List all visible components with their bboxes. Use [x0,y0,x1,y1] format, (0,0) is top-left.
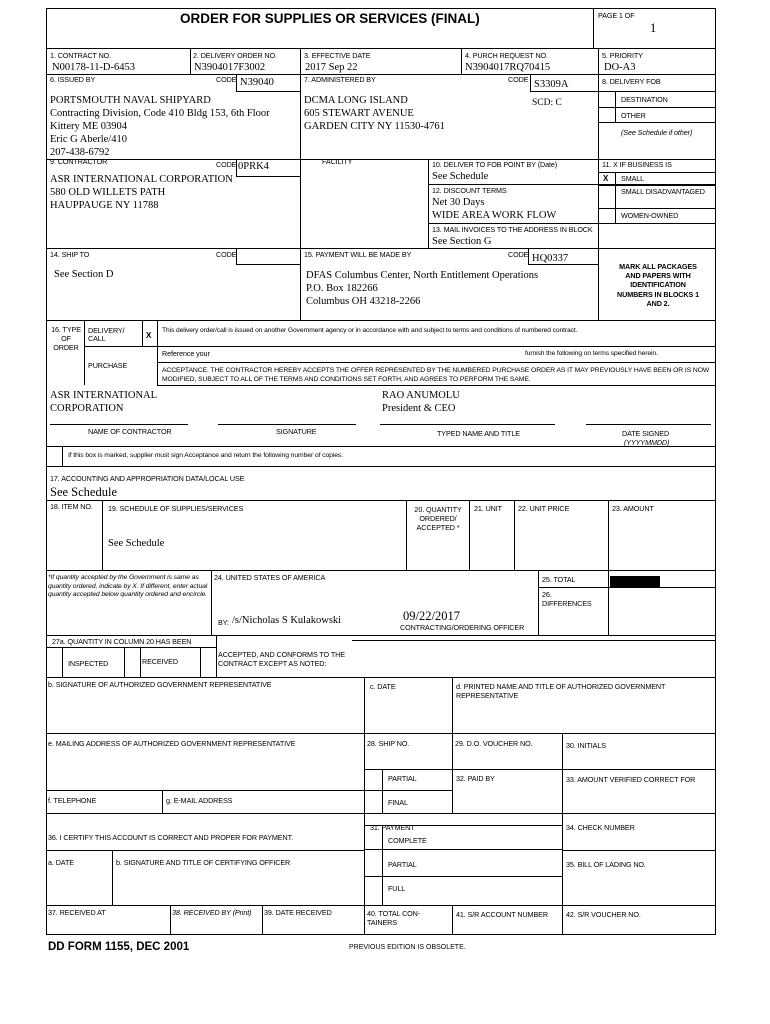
priority-label: 5. PRIORITY [602,51,643,60]
fob-schedule-note: (See Schedule if other) [621,128,693,137]
contractor-code-label: CODE [216,160,237,169]
business-women: WOMEN-OWNED [621,211,679,220]
divider [46,466,715,467]
page-number: 1 [650,21,657,35]
business-small: SMALL [621,174,645,183]
divider [124,647,125,677]
divider [46,74,715,75]
sr-voucher-label: 42. S/R VOUCHER NO. [566,910,641,919]
unit-price-label: 22. UNIT PRICE [518,504,570,513]
deliver-to-value: See Schedule [432,171,489,182]
mark-all-notice: MARK ALL PACKAGES AND PAPERS WITH IDENTIFICATION NUMBERS IN BLOCKS 1 AND 2. [617,262,699,308]
divider [157,362,715,363]
qty-column-label: 27a. QUANTITY IN COLUMN 20 HAS BEEN [52,637,192,646]
payment-full: FULL [388,884,406,893]
certifying-officer-label: b. SIGNATURE AND TITLE OF CERTIFYING OFFICER [116,858,291,867]
delivery-call-mark[interactable]: X [146,331,152,340]
delivery-fob-label: 8. DELIVERY FOB [602,77,661,86]
amount-verified-label: 33. AMOUNT VERIFIED CORRECT FOR [566,775,696,784]
divider [382,769,383,813]
divider [300,48,301,160]
ship-no-label: 28. SHIP NO. [367,739,410,748]
payment-line-2: P.O. Box 182266 [306,283,378,294]
rule [50,424,188,425]
paid-by-label: 32. PAID BY [456,774,495,783]
divider [364,677,365,733]
schedule-label: 19. SCHEDULE OF SUPPLIES/SERVICES [108,504,244,513]
rule [586,424,711,425]
administered-by-label: 7. ADMINISTERED BY [304,75,376,84]
sr-account-label: 41. S/R ACCOUNT NUMBER [456,910,548,919]
sig-rep-label: b. SIGNATURE OF AUTHORIZED GOVERNMENT REPRESENTATIVE [48,680,272,689]
admin-line-3: GARDEN CITY NY 11530-4761 [304,121,445,132]
divider [364,876,562,877]
contractor-line-1: ASR INTERNATIONAL CORPORATION [50,174,233,185]
mail-invoices-label: 13. MAIL INVOICES TO THE ADDRESS IN BLOCK [432,225,593,234]
differences-label: 26. DIFFERENCES [542,590,592,608]
issued-line-3: Kittery ME 03904 [50,121,127,132]
divider [598,122,715,123]
accepted-conforms-label: ACCEPTED, AND CONFORMS TO THE CONTRACT EXCEPT AS NOTED: [218,650,345,668]
divider [190,48,191,74]
effective-date: 2017 Sep 22 [305,62,358,73]
admin-line-1: DCMA LONG ISLAND [304,95,408,106]
contract-no-label: 1. CONTRACT NO. [50,51,112,60]
accounting-label: 17. ACCOUNTING AND APPROPRIATION DATA/LOCAL USE [50,474,245,483]
quantity-label: 20. QUANTITY ORDERED/ ACCEPTED * [414,505,462,532]
divider [262,905,263,934]
divider [530,91,598,92]
a-date-label: a. DATE [48,858,74,867]
reference-your: Reference your [162,349,210,358]
divider [157,320,158,385]
divider [236,264,300,265]
divider [46,813,715,814]
divider [46,850,364,851]
business-small-mark[interactable]: X [603,174,609,183]
payment-label: 15. PAYMENT WILL BE MADE BY [304,250,412,259]
divider [406,500,407,570]
divider [46,570,715,571]
divider [112,850,113,905]
total-amount-redacted [610,576,660,587]
payment-31-label: 31. PAYMENT [370,823,415,832]
divider [598,248,599,320]
check-number-label: 34. CHECK NUMBER [566,823,635,832]
divider [211,570,212,635]
typed-name-label: TYPED NAME AND TITLE [437,429,520,438]
ship-final-label: FINAL [388,798,408,807]
issued-line-1: PORTSMOUTH NAVAL SHIPYARD [50,95,211,106]
fob-destination: DESTINATION [621,95,668,104]
issued-line-5: 207-438-6792 [50,147,110,158]
divider [598,48,599,248]
divider [364,769,715,770]
facility-label: FACILITY [322,157,353,166]
divider [452,677,453,733]
admin-code-label: CODE [508,75,529,84]
delivery-call-label: DELIVERY/ CALL [88,326,125,343]
signatory-contractor-2: CORPORATION [50,403,124,414]
discount-2: WIDE AREA WORK FLOW [432,210,557,221]
divider [615,172,616,223]
priority: DO-A3 [604,62,636,73]
divider [608,570,609,635]
telephone-label: f. TELEPHONE [48,796,97,805]
divider [46,48,715,49]
ship-to-label: 14. SHIP TO [50,250,90,259]
usa-label: 24. UNITED STATES OF AMERICA [214,573,326,582]
divider [236,91,300,92]
divider [46,733,715,734]
divider [170,905,171,934]
received-by-label: 38. RECEIVED BY (Print) [172,908,252,917]
email-label: g. E-MAIL ADDRESS [166,796,233,805]
rule [380,424,555,425]
amount-label: 23. AMOUNT [612,504,654,513]
date-signed-label: DATE SIGNED [622,429,670,438]
signatory-title: President & CEO [382,403,456,414]
issued-code: N39040 [240,77,274,88]
received-label: RECEIVED [142,657,178,666]
name-of-contractor-label: NAME OF CONTRACTOR [88,427,172,436]
certify-label: 36. I CERTIFY THIS ACCOUNT IS CORRECT AND PROPER FOR PAYMENT. [48,833,293,842]
total-containers-label: 40. TOTAL CON-TAINERS [367,909,421,927]
officer-sign-date: 09/22/2017 [403,609,460,623]
payment-code-label: CODE [508,250,529,259]
divider [364,813,365,934]
form-title: ORDER FOR SUPPLIES OR SERVICES (FINAL) [180,11,480,26]
furnish-text: furnish the following on terms specified herein. [525,350,658,357]
contractor-code: 0PRK4 [238,161,269,172]
divider [84,320,85,385]
signature-label: SIGNATURE [276,427,317,436]
printed-name-label: d. PRINTED NAME AND TITLE OF AUTHORIZED GOVERNMENT REPRESENTATIVE [456,682,666,700]
divider [300,248,301,320]
divider [46,500,715,501]
bill-of-lading-label: 35. BILL OF LADING NO. [566,860,646,869]
divider [157,385,715,386]
divider [62,647,63,677]
purchase-label: PURCHASE [88,361,128,370]
fob-other: OTHER [621,111,646,120]
divider [46,677,715,678]
divider [364,849,562,850]
divider [46,647,216,648]
business-label: 11. X IF BUSINESS IS [602,160,672,169]
payment-line-3: Columbus OH 43218-2266 [306,296,421,307]
issued-line-4: Eric G Aberle/410 [50,134,127,145]
mail-invoices-value: See Section G [432,236,492,247]
signatory-contractor-1: ASR INTERNATIONAL [50,390,158,401]
delivery-text: This delivery order/call is issued on another Government agency or in accordance with and subject to terms and conditions of numbered contract. [162,327,578,334]
issued-code-label: CODE [216,75,237,84]
ship-to-value: See Section D [54,269,114,280]
divider [84,346,715,347]
divider [200,647,201,677]
payment-line-1: DFAS Columbus Center, North Entitlement Operations [306,270,539,281]
divider [452,733,453,813]
acceptance-text: ACCEPTANCE. THE CONTRACTOR HEREBY ACCEPTS THE OFFER REPRESENTED BY THE NUMBERED PURCHASE ORDER AS IT MAY PREVIOUSLY HAVE BEEN OR IS NOW MODIFIED, SUBJECT TO ALL OF THE TERMS AND CONDITIONS SET FORTH, AND AGREES TO PERFORM THE SAME. [162,367,710,383]
contractor-line-2: 580 OLD WILLETS PATH [50,187,166,198]
discount-label: 12. DISCOUNT TERMS [432,186,507,195]
divider [364,733,365,813]
purch-request: N3904017RQ70415 [465,62,551,73]
unit-label: 21. UNIT [474,504,502,513]
purch-request-label: 4. PURCH REQUEST NO. [465,51,548,60]
issued-by-label: 6. ISSUED BY [50,75,96,84]
divider [300,159,301,248]
divider [461,48,462,74]
divider [452,905,453,934]
delivery-order-label: 2. DELIVERY ORDER NO. [193,51,277,60]
divider [142,320,143,346]
rule [218,424,356,425]
delivery-order: N3904017F3002 [194,62,266,73]
officer-signature: /s/Nicholas S Kulakowski [232,615,342,626]
admin-scd: SCD: C [532,98,562,108]
divider [364,790,452,791]
frame-right [715,8,716,935]
payment-complete: COMPLETE [388,836,427,845]
divider [598,223,715,224]
contract-no: N00178-11-D-6453 [52,62,136,73]
divider [514,500,515,570]
divider [236,176,300,177]
obsolete-note: PREVIOUS EDITION IS OBSOLETE. [349,944,466,951]
total-label: 25. TOTAL [542,575,576,584]
received-at-label: 37. RECEIVED AT [48,908,106,917]
divider [469,500,470,570]
rule [352,640,715,641]
quantity-accepted-note: *If quantity accepted by the Government is same as quantity ordered, indicate by X. If different, enter actual quantity accepted below quantity ordered and encircle. [48,574,208,598]
divider [46,446,715,447]
issued-line-2: Contracting Division, Code 410 Bldg 153, 6th Floor [50,108,270,119]
divider [46,905,715,906]
item-no-label: 18. ITEM NO. [50,502,93,511]
divider [593,8,594,48]
divider [428,223,598,224]
type-order-label: 16. TYPE OF ORDER [51,325,81,352]
schedule-value: See Schedule [108,538,165,549]
do-voucher-label: 29. D.O. VOUCHER NO. [455,739,533,748]
divider [102,500,103,570]
divider [162,790,163,813]
copies-note: If this box is marked, supplier must sign Acceptance and return the following number of copies: [68,452,343,459]
form-number: DD FORM 1155, DEC 2001 [48,941,190,953]
date-received-label: 39. DATE RECEIVED [264,908,332,917]
divider [46,790,364,791]
business-small-disadv: SMALL DISADVANTAGED [621,187,705,196]
page-label: PAGE 1 OF [598,11,635,20]
payment-code: HQ0337 [532,253,569,264]
divider [46,635,715,636]
accounting-value: See Schedule [50,485,117,499]
divider [46,320,715,321]
divider [382,825,383,905]
contractor-label: 9. CONTRACTOR [50,157,108,166]
divider [62,446,63,466]
divider [140,647,141,677]
divider [538,570,539,635]
c-date-label: c. DATE [370,682,396,691]
initials-label: 30. INITIALS [566,741,606,750]
effective-date-label: 3. EFFECTIVE DATE [304,51,371,60]
inspected-label: INSPECTED [68,659,109,668]
divider [530,74,531,91]
deliver-to-label: 10. DELIVER TO FOB POINT BY (Date) [432,160,558,169]
frame-left [46,8,47,935]
divider [428,159,429,248]
ship-to-code-label: CODE [216,250,237,259]
signatory-name: RAO ANUMOLU [382,390,460,401]
by-label: BY: [218,618,229,627]
frame-bottom [46,934,716,935]
admin-code: S3309A [534,79,569,90]
mailing-address-label: e. MAILING ADDRESS OF AUTHORIZED GOVERNMENT REPRESENTATIVE [48,739,296,748]
ship-partial-label: PARTIAL [388,774,417,783]
contractor-line-3: HAUPPAUGE NY 11788 [50,200,159,211]
divider [538,587,715,588]
divider [615,91,616,122]
payment-partial: PARTIAL [388,860,417,869]
divider [46,248,715,249]
admin-line-2: 605 STEWART AVENUE [304,108,414,119]
discount-1: Net 30 Days [432,197,485,208]
divider [562,733,563,934]
officer-label: CONTRACTING/ORDERING OFFICER [400,623,525,632]
frame-top [46,8,715,9]
divider [608,500,609,570]
date-signed-format: (YYYYMMDD) [624,438,670,447]
divider [562,850,715,851]
divider [216,635,217,677]
